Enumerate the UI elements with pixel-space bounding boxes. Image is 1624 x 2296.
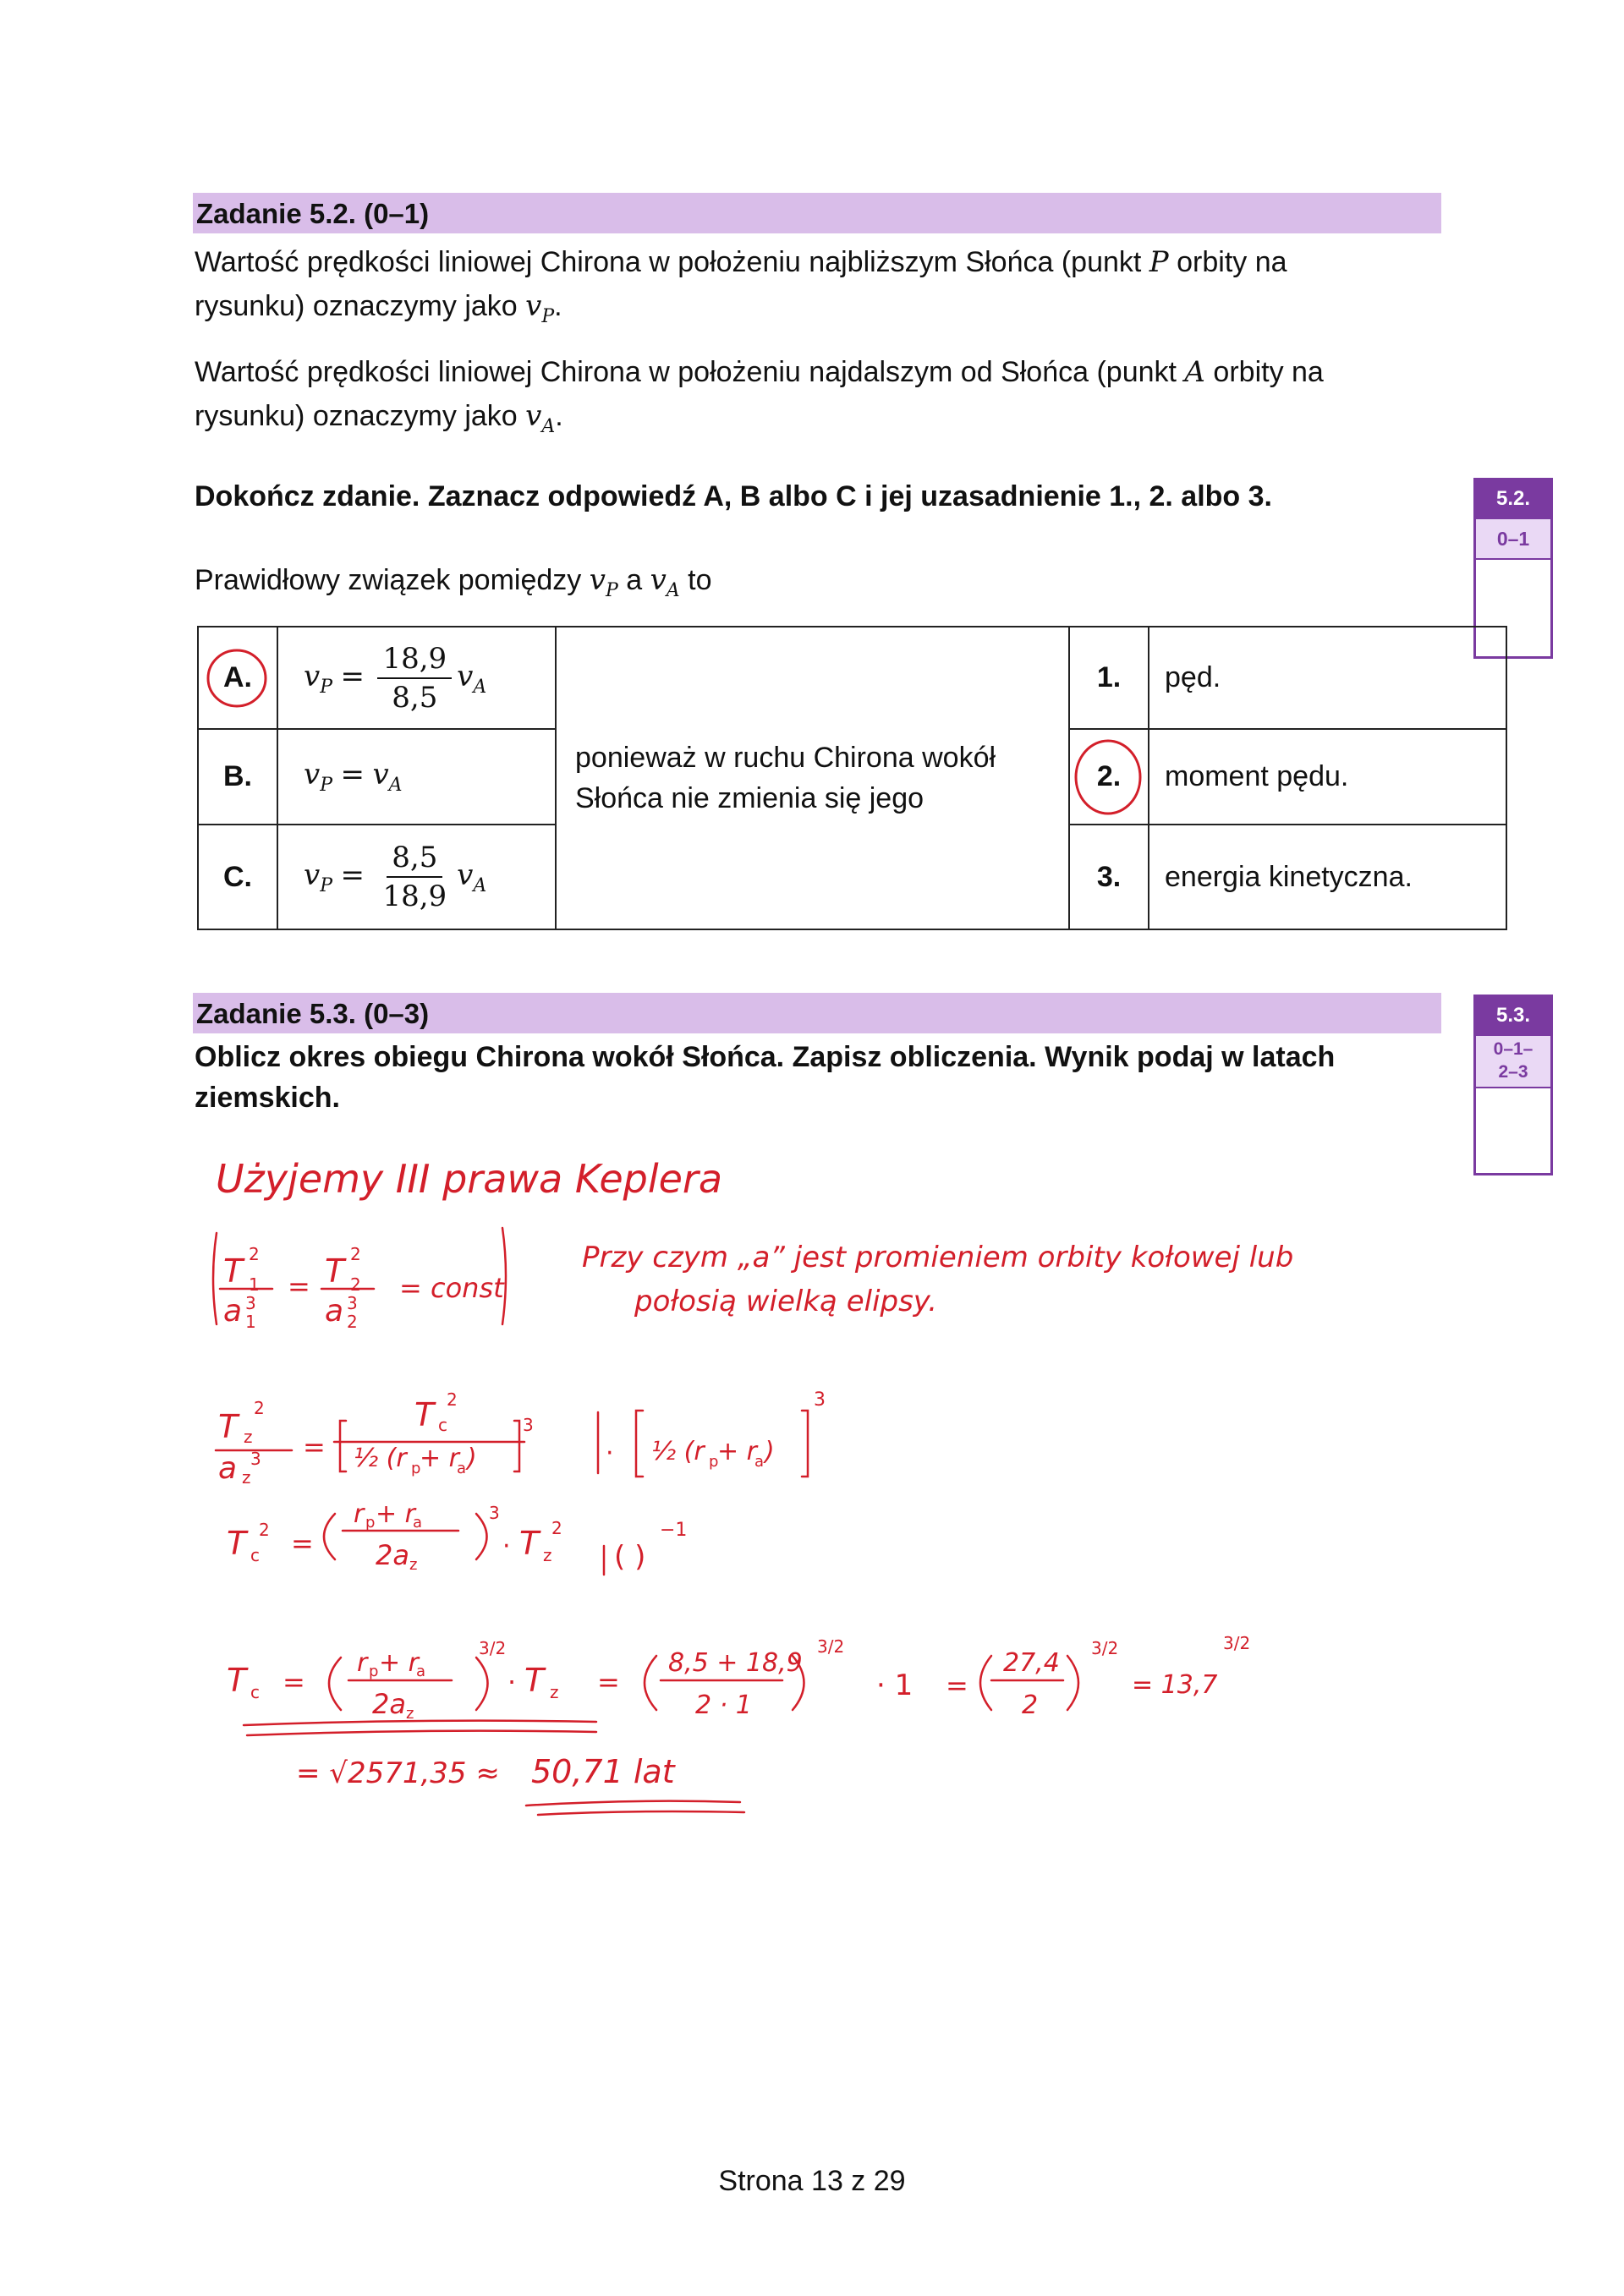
circle-mark-2 <box>1073 737 1144 818</box>
task-5-2-paragraph-1: Wartość prędkości liniowej Chirona w położeniu najbliższym Słońca (punkt P orbity na rysunku) oznaczymy jako $v_P$. <box>195 245 1287 327</box>
svg-text:3: 3 <box>523 1415 534 1435</box>
svg-text:3: 3 <box>245 1293 256 1313</box>
svg-text:+ r: + r <box>420 1444 460 1473</box>
svg-text:=: = <box>291 1527 314 1559</box>
circle-mark-a <box>205 645 271 711</box>
option-a-formula: $v_P$ = $\frac{18,9}{8,5}$ $v_A$ <box>277 627 556 729</box>
svg-text:½ (r: ½ (r <box>354 1444 407 1473</box>
hw-line-1: Użyjemy III prawa Keplera <box>216 1156 723 1202</box>
svg-text:2: 2 <box>350 1244 361 1264</box>
task-5-2-instruction: Dokończ zdanie. Zaznacz odpowiedź A, B albo C i jej uzasadnienie 1., 2. albo 3. <box>195 480 1272 512</box>
svg-text:r: r <box>357 1648 368 1678</box>
svg-text:z: z <box>244 1427 253 1447</box>
reason-2[interactable]: 2. <box>1069 729 1149 825</box>
svg-text:): ) <box>467 1444 477 1473</box>
svg-text:T: T <box>325 1252 345 1290</box>
svg-text:p: p <box>709 1453 719 1471</box>
svg-text:·: · <box>606 1438 614 1468</box>
svg-text:=: = <box>283 1666 305 1698</box>
svg-text:a: a <box>325 1294 344 1329</box>
svg-text:=: = <box>288 1270 310 1302</box>
svg-text:2: 2 <box>254 1398 265 1418</box>
svg-text:3: 3 <box>250 1449 261 1469</box>
reason-1[interactable]: 1. <box>1069 627 1149 729</box>
svg-text:T: T <box>227 1662 247 1699</box>
answer-table <box>197 626 1507 930</box>
svg-text:T: T <box>524 1662 545 1699</box>
reason-2-text: moment pędu. <box>1149 729 1506 825</box>
svg-text:a: a <box>416 1663 426 1680</box>
task-5-3-header <box>193 993 1441 1033</box>
svg-text:27,4: 27,4 <box>1003 1648 1060 1678</box>
svg-text:1: 1 <box>245 1312 256 1332</box>
svg-text:2: 2 <box>447 1389 458 1410</box>
hw-final-result: 50,71 lat <box>531 1753 675 1790</box>
hw-line-3: połosią wielką elipsy. <box>634 1285 938 1318</box>
svg-text:−1: −1 <box>660 1520 688 1541</box>
reason-1-text: pęd. <box>1149 627 1506 729</box>
svg-text:·: · <box>502 1532 511 1561</box>
hw-const: = const <box>399 1272 504 1304</box>
svg-text:+ r: + r <box>717 1437 758 1466</box>
svg-text:z: z <box>242 1467 251 1488</box>
svg-text:3/2: 3/2 <box>817 1636 845 1657</box>
svg-text:= 13,7: = 13,7 <box>1132 1670 1218 1700</box>
task-5-2-title: Zadanie 5.2. (0–1) <box>196 198 430 229</box>
svg-text:( ): ( ) <box>614 1540 646 1574</box>
svg-text:=: = <box>597 1666 620 1698</box>
svg-text:z: z <box>409 1556 418 1574</box>
reason-middle: ponieważ w ruchu Chirona wokół Słońca nie zmienia się jego <box>556 627 1069 929</box>
reason-3-text: energia kinetyczna. <box>1149 825 1506 929</box>
svg-text:): ) <box>765 1437 775 1466</box>
option-b-formula: $v_P = v_A$ <box>277 729 556 825</box>
svg-text:2: 2 <box>1022 1690 1039 1720</box>
svg-text:2: 2 <box>551 1518 562 1538</box>
score-box-label: 5.2. <box>1476 480 1550 518</box>
svg-text:a: a <box>223 1294 243 1329</box>
svg-text:·: · <box>508 1666 517 1698</box>
svg-text:3: 3 <box>347 1293 358 1313</box>
svg-text:2a: 2a <box>372 1688 406 1720</box>
option-b[interactable]: B. <box>198 729 277 825</box>
score-box-label: 5.3. <box>1476 997 1550 1034</box>
svg-text:2a: 2a <box>376 1539 409 1571</box>
svg-text:p: p <box>411 1460 421 1477</box>
svg-text:z: z <box>406 1705 414 1723</box>
svg-text:T: T <box>227 1525 247 1562</box>
svg-text:2: 2 <box>347 1312 358 1332</box>
svg-text:T: T <box>218 1408 239 1445</box>
reason-3[interactable]: 3. <box>1069 825 1149 929</box>
svg-text:z: z <box>543 1545 552 1565</box>
svg-text:3/2: 3/2 <box>1091 1638 1119 1658</box>
svg-text:z: z <box>550 1682 559 1702</box>
svg-text:2: 2 <box>350 1274 361 1295</box>
task-5-3-title: Zadanie 5.3. (0–3) <box>196 998 430 1029</box>
option-c-formula: $v_P$ = $\frac{8,5}{18,9}$ $v_A$ <box>277 825 556 929</box>
svg-text:T: T <box>519 1525 540 1562</box>
svg-text:c: c <box>438 1415 447 1435</box>
svg-text:p: p <box>365 1514 376 1532</box>
handwritten-solution <box>0 1125 1624 1869</box>
option-c[interactable]: C. <box>198 825 277 929</box>
svg-text:2: 2 <box>259 1520 270 1540</box>
svg-text:c: c <box>250 1682 260 1702</box>
svg-text:a: a <box>754 1453 765 1471</box>
svg-text:1: 1 <box>249 1274 260 1295</box>
option-a[interactable]: A. <box>198 627 277 729</box>
svg-text:+ r: + r <box>379 1648 420 1678</box>
svg-text:p: p <box>369 1663 379 1680</box>
svg-text:½ (r: ½ (r <box>651 1437 705 1466</box>
task-5-2-header <box>193 193 1441 233</box>
task-5-3-question: Oblicz okres obiegu Chirona wokół Słońca. Zapisz obliczenia. Wynik podaj w latach ziemskich. <box>195 1041 1336 1114</box>
page-number: Strona 13 z 29 <box>718 2165 906 2197</box>
svg-text:a: a <box>457 1460 467 1477</box>
task-5-2-stem: Prawidłowy związek pomiędzy $v_P$ a $v_A$ to <box>195 563 712 601</box>
svg-text:+ r: + r <box>376 1499 416 1529</box>
svg-text:8,5 + 18,9: 8,5 + 18,9 <box>668 1648 803 1678</box>
hw-line-2: Przy czym „a” jest promieniem orbity kołowej lub <box>582 1241 1294 1274</box>
svg-text:· 1: · 1 <box>876 1669 914 1702</box>
svg-text:3/2: 3/2 <box>479 1638 507 1658</box>
svg-text:a: a <box>413 1514 423 1532</box>
score-box-range: 0–1 <box>1476 518 1550 560</box>
svg-text:r: r <box>354 1499 365 1529</box>
svg-text:3/2: 3/2 <box>1223 1633 1251 1653</box>
svg-text:2 · 1: 2 · 1 <box>695 1690 752 1720</box>
svg-text:=: = <box>946 1669 968 1701</box>
svg-text:T: T <box>414 1396 435 1433</box>
svg-text:=: = <box>303 1431 326 1463</box>
svg-text:c: c <box>250 1545 260 1565</box>
task-5-2-paragraph-2: Wartość prędkości liniowej Chirona w położeniu najdalszym od Słońca (punkt A orbity na rysunku) oznaczymy jako $v_A$. <box>195 355 1324 437</box>
svg-text:a: a <box>218 1451 238 1486</box>
svg-text:3: 3 <box>489 1503 500 1523</box>
score-box-range: 0–1– 2–3 <box>1476 1034 1550 1088</box>
svg-text:2: 2 <box>249 1244 260 1264</box>
svg-text:3: 3 <box>814 1389 826 1411</box>
svg-text:T: T <box>223 1252 244 1290</box>
hw-sqrt-value: = √2571,35 ≈ <box>296 1756 500 1790</box>
